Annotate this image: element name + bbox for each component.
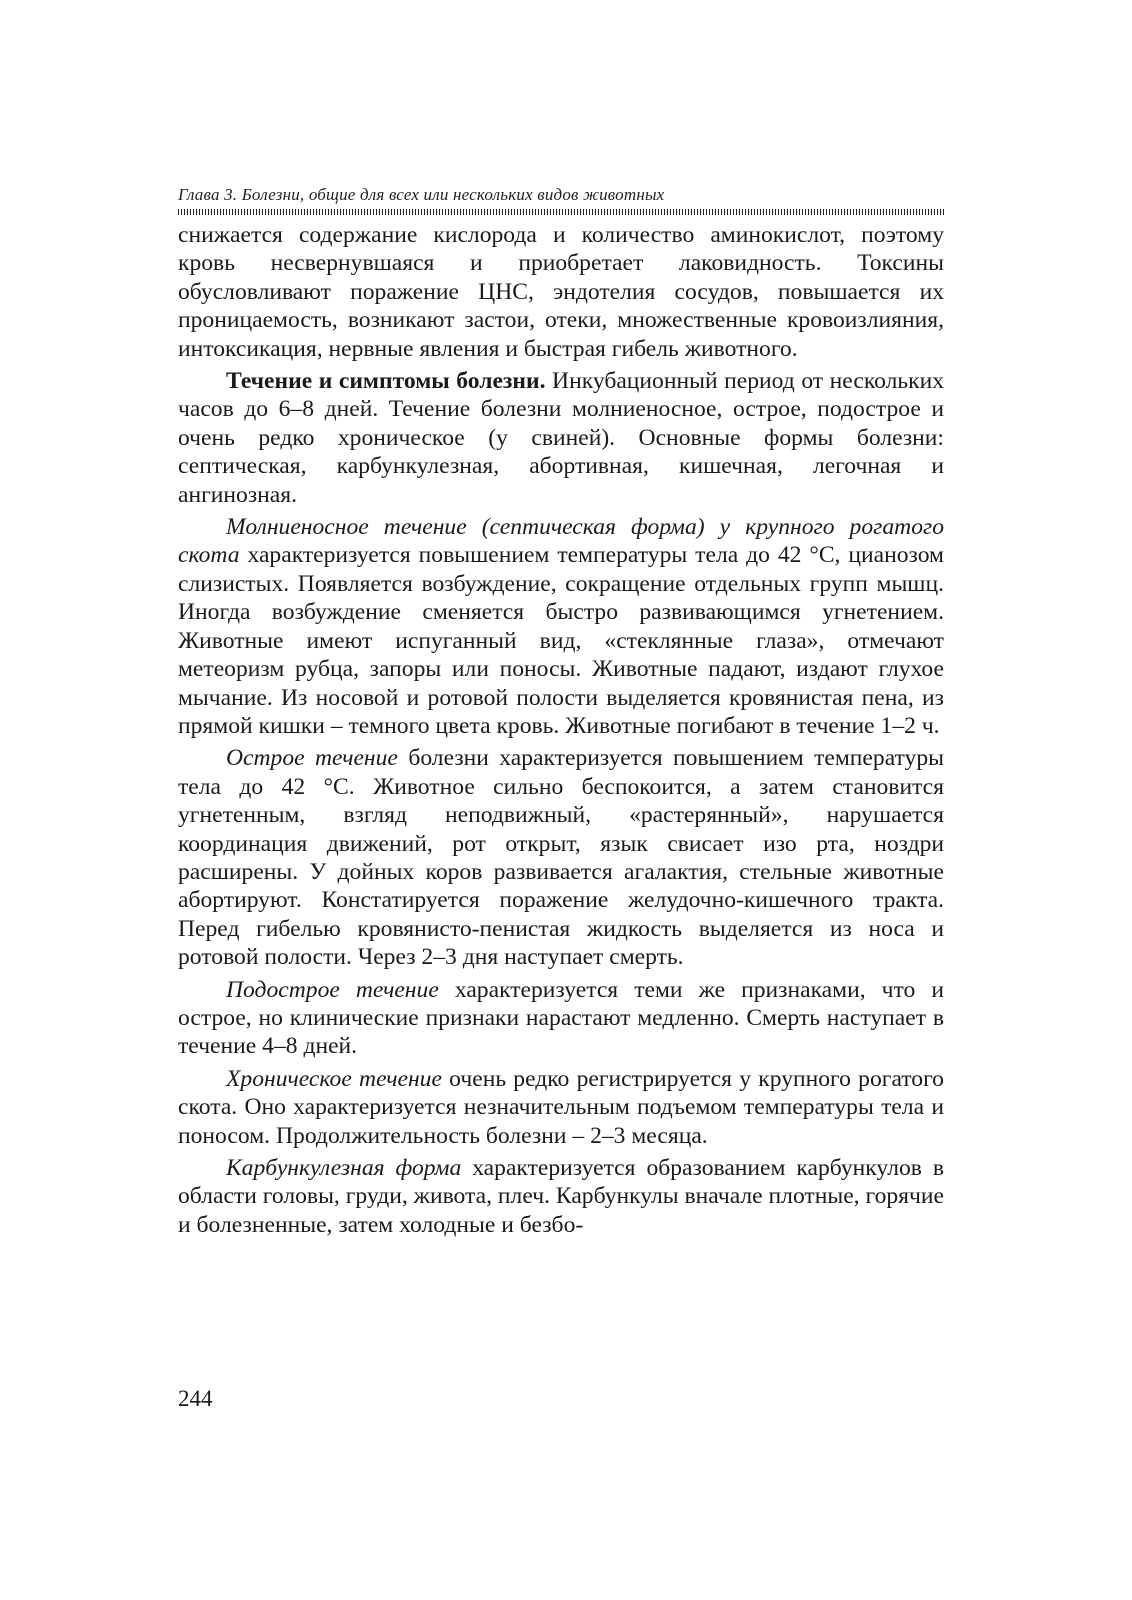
paragraph-7: [178, 1154, 944, 1239]
paragraph-3-text: характеризуется повышением температуры тела до 42 °С, цианозом слизистых. Появляется возбуждение, сокращение отдельных групп мышц. Иногда возбуждение сменяется быстро развивающимся угнетением. Животные имеют испуганный вид, «стеклянные глаза», отмечают метеоризм рубца, запоры или поносы. Животные падают, издают глухое мычание. Из носовой и ротовой полости выделяется кровянистая пена, из прямой кишки – темного цвета кровь. Животные погибают в течение 1–2 ч.: [178, 542, 944, 739]
paragraph-4-text: болезни характеризуется повышением температуры тела до 42 °С. Животное сильно беспокоится, а затем становится угнетенным, взгляд неподвижный, «растерянный», нарушается координация движений, рот открыт, язык свисает изо рта, ноздри расширены. У дойных коров развивается агалактия, стельные животные абортируют. Констатируется поражение желудочно-кишечного тракта. Перед гибелью кровянисто-пенистая жидкость выделяется из носа и ротовой полости. Через 2–3 дня наступает смерть.: [178, 745, 945, 971]
paragraph-4: [178, 744, 944, 971]
term-carbuncular-form: Карбункулезная форма: [226, 1155, 462, 1181]
term-fulminant-course: Молниеносное течение (септическая форма) у крупного рогатого скота: [178, 514, 944, 569]
paragraph-5: [178, 976, 944, 1061]
paragraph-1: [178, 221, 944, 363]
term-acute-course: Острое течение: [226, 745, 398, 772]
book-page: [178, 184, 944, 1239]
page-number: 244: [178, 1386, 213, 1411]
body-text: [178, 221, 944, 1239]
term-chronic-course: Хроническое течение: [226, 1065, 442, 1092]
paragraph-7-text: характеризуется образованием карбункулов в области головы, груди, живота, плеч. Карбункулы вначале плотные, горячие и болезненные, затем холодные и безбо-: [178, 1155, 944, 1238]
term-subacute-course: Подострое течение: [226, 976, 439, 1003]
section-heading: Течение и симптомы болезни.: [226, 368, 546, 395]
paragraph-2-text: Инкубационный период от нескольких часов до 6–8 дней. Течение болезни молниеносное, острое, подострое и очень редко хроническое (у свиней). Основные формы болезни: септическая, карбункулезная, абортивная, кишечная, легочная и ангинозная.: [178, 368, 944, 508]
paragraph-3: [178, 513, 944, 740]
paragraph-6: [178, 1065, 944, 1150]
paragraph-1-text: снижается содержание кислорода и количество аминокислот, поэтому кровь несвернувшаяся и приобретает лаковидность. Токсины обусловливают поражение ЦНС, эндотелия сосудов, повышается их проницаемость, возникают застои, отеки, множественные кровоизлияния, интоксикация, нервные явления и быстрая гибель животного.: [178, 222, 944, 362]
running-head: Глава 3. Болезни, общие для всех или нескольких видов животных: [178, 185, 665, 204]
paragraph-2: [178, 367, 944, 509]
header-rule: [178, 209, 944, 215]
paragraph-5-text: характеризуется теми же признаками, что и острое, но клинические признаки нарастают медленно. Смерть наступает в течение 4–8 дней.: [178, 976, 944, 1060]
paragraph-6-text: очень редко регистрируется у крупного рогатого скота. Оно характеризуется незначительным подъемом температуры тела и поносом. Продолжительность болезни – 2–3 месяца.: [178, 1065, 944, 1149]
